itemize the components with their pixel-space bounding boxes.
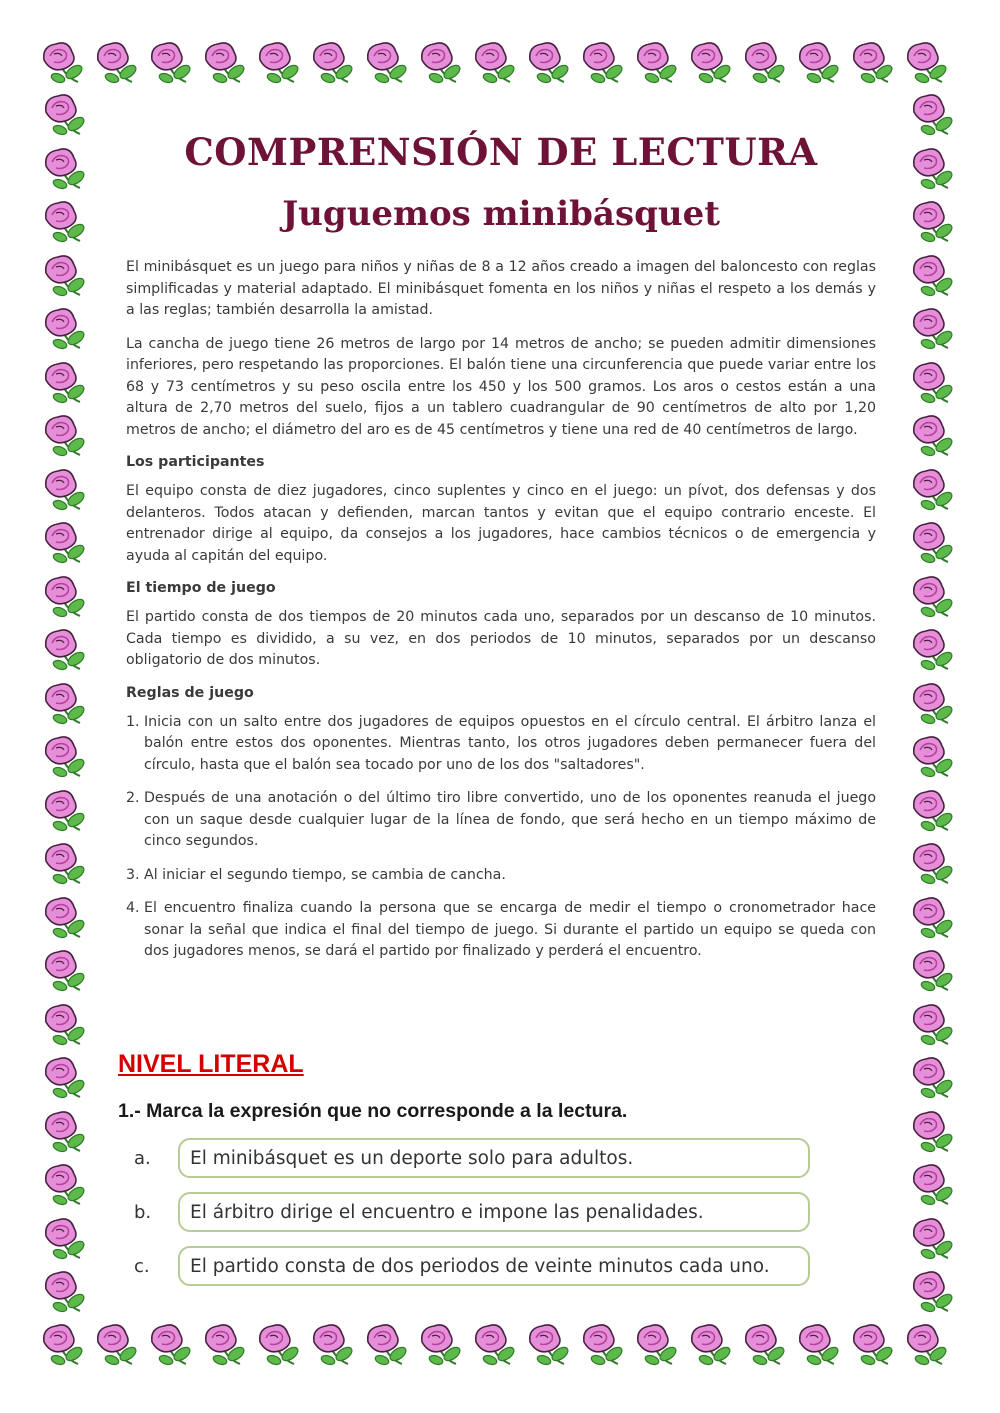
rose-icon [40,197,88,245]
rose-icon [40,679,88,727]
rose-icon [908,411,956,459]
question-text: 1.- Marca la expresión que no corresponde a la lectura. [118,1100,628,1122]
section-heading-participants: Los participantes [126,454,265,470]
rose-icon [908,732,956,780]
rose-icon [40,839,88,887]
rule-item [126,712,876,777]
option-letter: a. [134,1148,151,1169]
reading-content [126,120,876,975]
rule-item [126,788,876,853]
rose-icon [902,1320,950,1368]
time-paragraph: El partido consta de dos tiempos de 20 minutos cada uno, separados por un descanso de 10 minutos. Cada tiempo es dividido, a su vez, en dos periodos de 10 minutos, separados por un descanso obligatorio de dos minutos. [126,609,876,668]
rose-icon [578,38,626,86]
rose-icon [908,1000,956,1048]
rule-item [126,898,876,963]
rose-icon [308,1320,356,1368]
rose-icon [200,1320,248,1368]
section-heading-rules: Reglas de juego [126,684,254,701]
rule-number: 3. [126,866,140,883]
rose-icon [38,38,86,86]
rose-icon [92,1320,140,1368]
rose-icon [362,38,410,86]
rose-icon [40,1107,88,1155]
rose-icon [908,304,956,352]
rules-list [126,712,876,963]
rose-icon [92,38,140,86]
rose-icon [740,1320,788,1368]
rose-icon [908,465,956,513]
court-paragraph: La cancha de juego tiene 26 metros de largo por 14 metros de ancho; se pueden admitir dimensiones inferiores, pero respetando las proporciones. El balón tiene una circunferencia que puede variar entre los 68 y 73 centímetros y su peso oscila entre los 450 y los 500 gramos. Los aros o cestos están a una altura de 2,70 metros del suelo, fijos a un tablero cuadrangular de 90 centímetros de alto por 1,20 metros de ancho; el diámetro del aro es de 45 centímetros y tiene una red de 40 centímetros de largo. [126,335,876,438]
rose-icon [908,1267,956,1315]
rose-icon [146,38,194,86]
rose-icon [908,90,956,138]
rose-icon [40,786,88,834]
rose-icon [254,38,302,86]
rose-icon [908,786,956,834]
rose-icon [908,625,956,673]
rose-icon [40,465,88,513]
rule-text: Al iniciar el segundo tiempo, se cambia de cancha. [144,866,506,883]
rose-icon [40,1214,88,1262]
option-letter: c. [134,1256,150,1277]
rose-icon [848,38,896,86]
rose-icon [524,1320,572,1368]
rose-icon [40,893,88,941]
rose-icon [686,38,734,86]
rose-icon [40,732,88,780]
page-subtitle: Juguemos minibásquet [282,194,720,234]
border-right [906,90,958,1318]
border-top [38,36,958,88]
rose-icon [40,572,88,620]
rose-icon [902,38,950,86]
rule-number: 4. [126,900,140,916]
border-left [38,90,90,1318]
rose-icon [146,1320,194,1368]
rose-icon [40,358,88,406]
rose-icon [794,38,842,86]
rose-icon [40,304,88,352]
answer-option-c[interactable] [130,1246,820,1290]
page-title: COMPRENSIÓN DE LECTURA [184,130,818,174]
rose-icon [40,90,88,138]
intro-paragraph: El minibásquet es un juego para niños y niñas de 8 a 12 años creado a imagen del baloncesto con reglas simplificadas y material adaptado. El minibásquet fomenta en los niños y niñas el respeto a los demás y a las reglas; también desarrolla la amistad. [126,259,876,318]
rule-number: 2. [126,790,140,806]
rule-text: El encuentro finaliza cuando la persona que se encarga de medir el tiempo o cronometrador hace sonar la señal que indica el final del tiempo de juego. Si durante el partido un equipo se queda con dos jugadores menos, se dará el partido por finalizado y perderá el encuentro. [144,900,876,959]
rose-icon [908,572,956,620]
rose-icon [470,38,518,86]
option-letter: b. [134,1202,152,1223]
option-box[interactable]: El minibásquet es un deporte solo para adultos. [178,1138,810,1178]
rose-icon [40,1160,88,1208]
rose-icon [908,679,956,727]
rose-icon [416,1320,464,1368]
rule-text: Después de una anotación o del último tiro libre convertido, uno de los oponentes reanuda el juego con un saque desde cualquier lugar de la línea de fondo, que será hecho en un tiempo máximo de cinco segundos. [144,790,876,849]
rose-icon [38,1320,86,1368]
rose-icon [794,1320,842,1368]
rose-icon [908,197,956,245]
rose-icon [908,1214,956,1262]
rose-icon [632,38,680,86]
rose-icon [362,1320,410,1368]
rose-icon [908,1053,956,1101]
answer-option-b[interactable] [130,1192,820,1236]
rose-icon [908,839,956,887]
rose-icon [308,38,356,86]
rose-icon [40,1053,88,1101]
rose-icon [200,38,248,86]
rose-icon [632,1320,680,1368]
rose-icon [908,893,956,941]
rose-icon [40,518,88,566]
rose-icon [908,358,956,406]
rose-icon [254,1320,302,1368]
rose-icon [908,1107,956,1155]
option-box[interactable]: El partido consta de dos periodos de veinte minutos cada uno. [178,1246,810,1286]
rule-text: Inicia con un salto entre dos jugadores de equipos opuestos en el círculo central. El árbitro lanza el balón entre estos dos oponentes. Mientras tanto, los otros jugadores deben permanecer fuera del círculo, hasta que el balón sea tocado por uno de los dos "saltadores". [144,713,876,773]
level-heading: NIVEL LITERAL [118,1050,304,1078]
rose-icon [686,1320,734,1368]
rose-icon [524,38,572,86]
rose-icon [40,411,88,459]
answer-option-a[interactable] [130,1138,820,1182]
rose-icon [40,1267,88,1315]
rose-icon [740,38,788,86]
rose-icon [908,144,956,192]
border-bottom [38,1318,958,1370]
participants-paragraph: El equipo consta de diez jugadores, cinco suplentes y cinco en el juego: un pívot, dos defensas y dos delanteros. Todos atacan y defienden, marcan tantos y evitan que el equipo contrario enceste. El entrenador dirige al equipo, da consejos a los jugadores, hace cambios técnicos o de emergencia y ayuda al capitán del equipo. [126,483,876,564]
rose-icon [848,1320,896,1368]
rose-icon [40,946,88,994]
rose-icon [578,1320,626,1368]
rose-icon [40,144,88,192]
rose-icon [40,251,88,299]
rose-icon [40,1000,88,1048]
rose-icon [40,625,88,673]
rose-icon [908,946,956,994]
rule-item [126,865,876,887]
rose-icon [908,1160,956,1208]
option-box[interactable]: El árbitro dirige el encuentro e impone las penalidades. [178,1192,810,1232]
rose-icon [416,38,464,86]
rose-icon [470,1320,518,1368]
rose-icon [908,518,956,566]
section-heading-time: El tiempo de juego [126,580,276,596]
rule-number: 1. [126,713,140,730]
rose-icon [908,251,956,299]
